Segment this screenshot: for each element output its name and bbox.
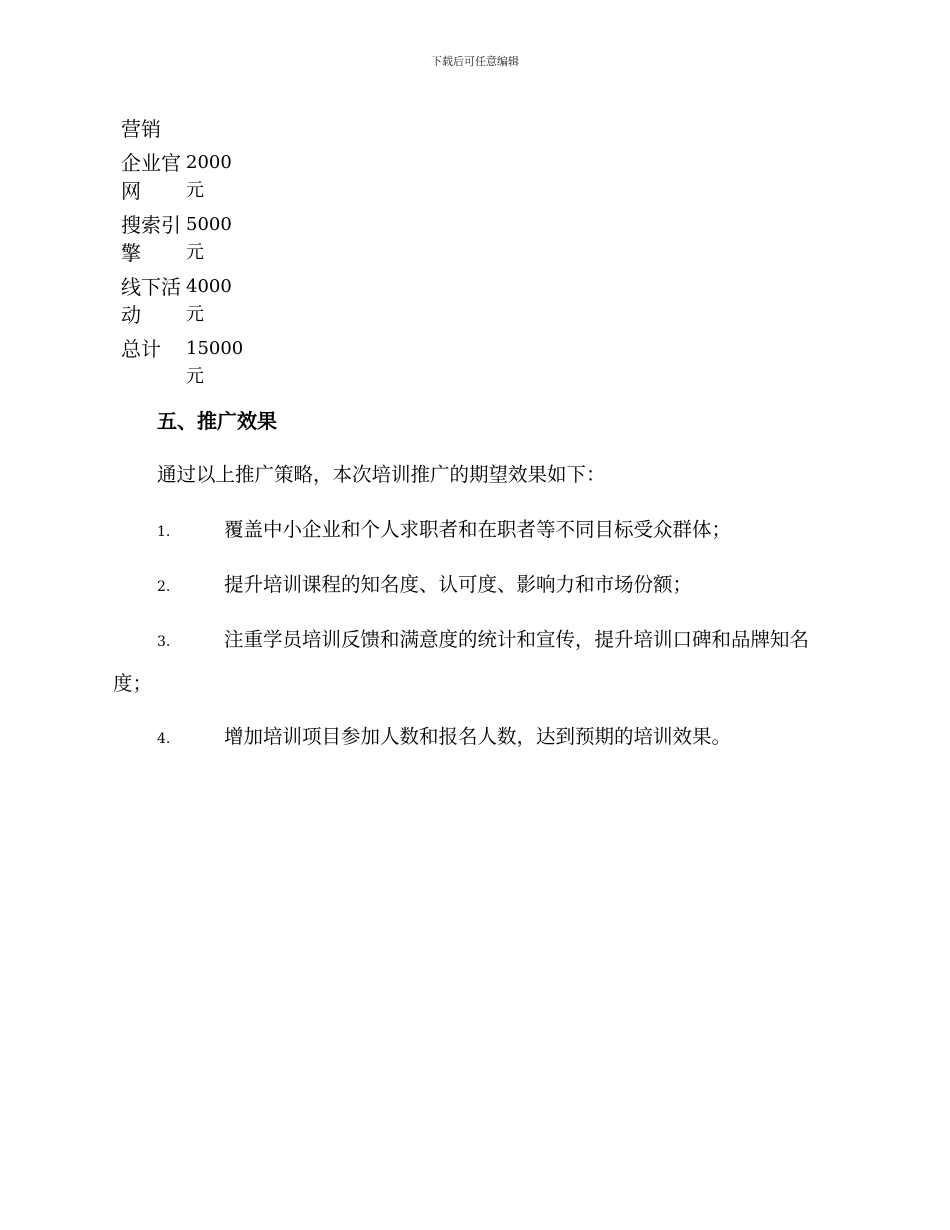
table-row <box>121 335 301 391</box>
list-item-number: 2. <box>157 579 171 595</box>
list-item-number: 3. <box>157 634 171 650</box>
row-label: 总计 <box>121 337 161 361</box>
list-item-text: 注重学员培训反馈和满意度的统计和宣传，提升培训口碑和品牌知名度； <box>113 628 810 695</box>
table-row <box>121 211 301 267</box>
table-row <box>121 115 301 143</box>
list-item <box>113 716 838 760</box>
list-item-text: 提升培训课程的知名度、认可度、影响力和市场份额； <box>224 573 693 596</box>
list-item-number: 1. <box>157 524 171 540</box>
intro-paragraph: 通过以上推广策略，本次培训推广的期望效果如下： <box>157 463 606 486</box>
row-value: 2000 元 <box>186 152 232 201</box>
row-value: 5000 元 <box>186 214 232 263</box>
list-item <box>113 564 838 608</box>
row-label: 营销 <box>121 117 161 141</box>
list-item-text: 增加培训项目参加人数和报名人数，达到预期的培训效果。 <box>224 725 732 748</box>
page-header: 下载后可任意编辑 <box>431 55 519 68</box>
list-item <box>113 619 838 705</box>
section-title: 五、推广效果 <box>157 409 277 433</box>
list-item-text: 覆盖中小企业和个人求职者和在职者等不同目标受众群体； <box>224 518 732 541</box>
row-label: 搜索引擎 <box>121 213 181 265</box>
list-item <box>113 509 838 553</box>
row-value: 4000 元 <box>186 276 232 325</box>
table-row <box>121 149 301 205</box>
budget-table <box>121 115 301 397</box>
list-item-number: 4. <box>157 731 171 747</box>
row-label: 线下活动 <box>121 275 181 327</box>
row-value: 15000 元 <box>186 338 244 387</box>
row-label: 企业官网 <box>121 151 181 203</box>
table-row <box>121 273 301 329</box>
